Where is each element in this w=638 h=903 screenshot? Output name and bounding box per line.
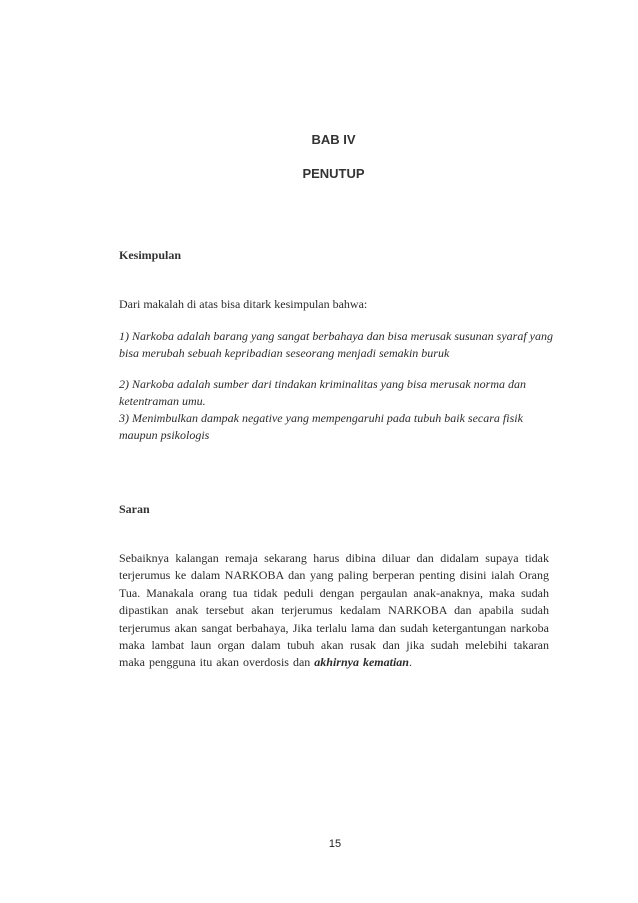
saran-heading: Saran bbox=[119, 502, 150, 516]
kesimpulan-point-2: 2) Narkoba adalah sumber dari tindakan kriminalitas yang bisa merusak norma dan ketentraman umu. bbox=[119, 377, 526, 408]
chapter-title: PENUTUP bbox=[302, 166, 365, 181]
kesimpulan-point-1: 1) Narkoba adalah barang yang sangat berbahaya dan bisa merusak susunan syaraf yang bisa merubah sebuah kepribadian seseorang menjadi semakin buruk bbox=[119, 329, 553, 360]
saran-text: Sebaiknya kalangan remaja sekarang harus dibina diluar dan didalam supaya tidak terjerumus ke dalam NARKOBA dan yang paling berperan penting disini ialah Orang Tua. Manakala orang tua tidak peduli dengan pergaulan anak-anaknya, maka sudah dipastikan anak tersebut akan terjerumus kedalam NARKOBA dan apabila sudah terjerumus akan sangat berbahaya, Jika terlalu lama dan sudah ketergantungan narkoba maka lambat laun organ dalam tubuh akan rusak dan jika sudah melebihi takaran maka pengguna itu akan overdosis dan bbox=[119, 551, 549, 670]
page-number: 15 bbox=[328, 838, 342, 850]
saran-emphasis: akhirnya kematian bbox=[314, 655, 409, 670]
kesimpulan-point-3: 3) Menimbulkan dampak negative yang mempengaruhi pada tubuh baik secara fisik maupun psikologis bbox=[119, 411, 523, 442]
saran-end: . bbox=[408, 655, 412, 670]
saran-paragraph bbox=[119, 550, 549, 672]
kesimpulan-heading: Kesimpulan bbox=[119, 248, 182, 262]
chapter-number: BAB IV bbox=[311, 132, 356, 147]
kesimpulan-intro: Dari makalah di atas bisa ditark kesimpulan bahwa: bbox=[119, 297, 368, 311]
